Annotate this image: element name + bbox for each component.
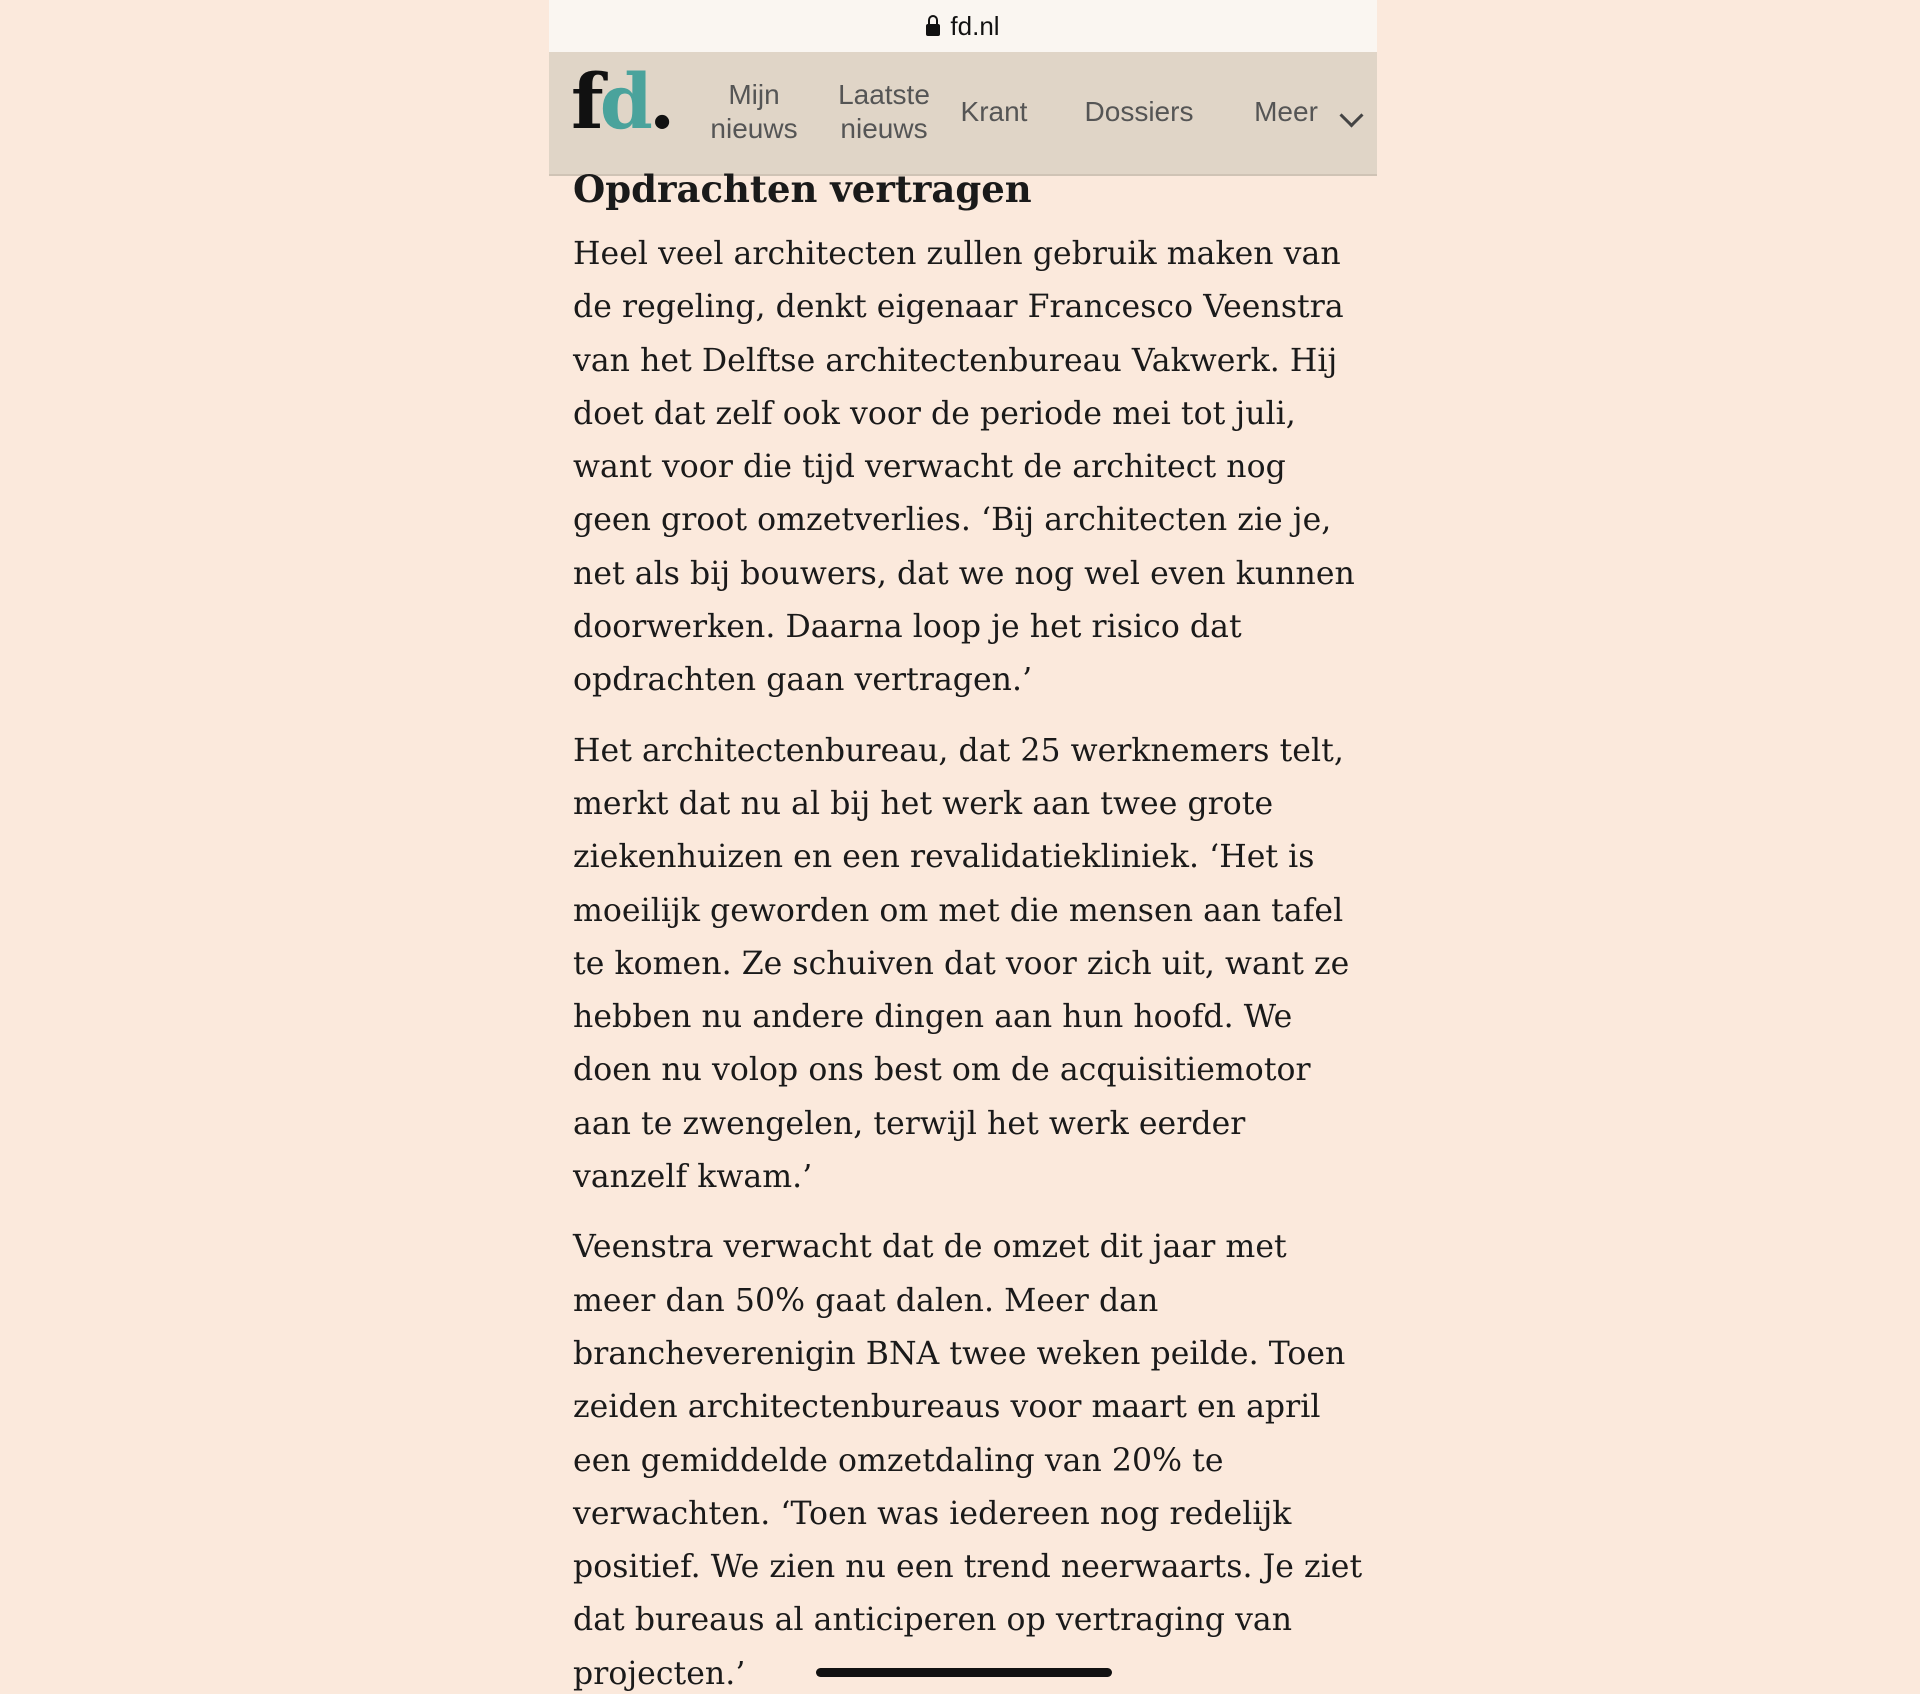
article-paragraph: Heel veel architecten zullen gebruik maken van de regeling, denkt eigenaar Francesco Veenstra van het Delftse architectenbureau Vakwerk. Hij doet dat zelf ook voor de periode mei tot juli, want voor die tijd verwacht de architect nog geen groot omzetverlies. ‘Bij architecten zie je, net als bij bouwers, dat we nog wel even kunnen doorwerken. Daarna loop je het risico dat opdrachten gaan vertragen.’ — [573, 236, 1355, 699]
fd-logo[interactable]: fd. — [571, 57, 672, 146]
nav-item-krant[interactable]: Krant — [960, 96, 1028, 127]
home-indicator[interactable] — [816, 1668, 1112, 1677]
article-paragraph: Het architectenbureau, dat 25 werknemers telt, merkt dat nu al bij het werk aan twee grote ziekenhuizen en een revalidatiekliniek. ‘Het is moeilijk geworden om met die mensen aan tafel te komen. Ze schuiven dat voor zich uit, want ze hebben nu andere dingen aan hun hoofd. We doen nu volop ons best om de acquisitiemotor aan te zwengelen, terwijl het werk eerder vanzelf kwam.’ — [573, 732, 1350, 1196]
article-body — [573, 166, 1363, 1694]
phone-screen — [549, 0, 1377, 1694]
nav-item-mijn-nieuws[interactable]: Mijn nieuws — [710, 79, 798, 144]
address-bar[interactable] — [549, 0, 1377, 52]
nav-item-laatste-nieuws[interactable]: Laatste nieuws — [838, 79, 930, 144]
lock-icon — [926, 24, 940, 36]
chevron-down-icon[interactable] — [1339, 103, 1363, 127]
article-paragraph: Veenstra verwacht dat de omzet dit jaar met meer dan 50% gaat dalen. Meer dan brancheverenigin BNA twee weken peilde. Toen zeiden architectenbureaus voor maart en april een gemiddelde omzetdaling van 20% te verwachten. ‘Toen was iedereen nog redelijk positief. We zien nu een trend neerwaarts. Je ziet dat bureaus al anticiperen op vertraging van projecten.’ — [573, 1229, 1363, 1692]
nav-item-meer[interactable]: Meer — [1254, 96, 1318, 127]
nav-item-dossiers[interactable]: Dossiers — [1084, 96, 1194, 127]
site-navbar — [549, 52, 1377, 176]
section-heading: Opdrachten vertragen — [573, 167, 1032, 211]
url-text: fd.nl — [950, 10, 1000, 41]
